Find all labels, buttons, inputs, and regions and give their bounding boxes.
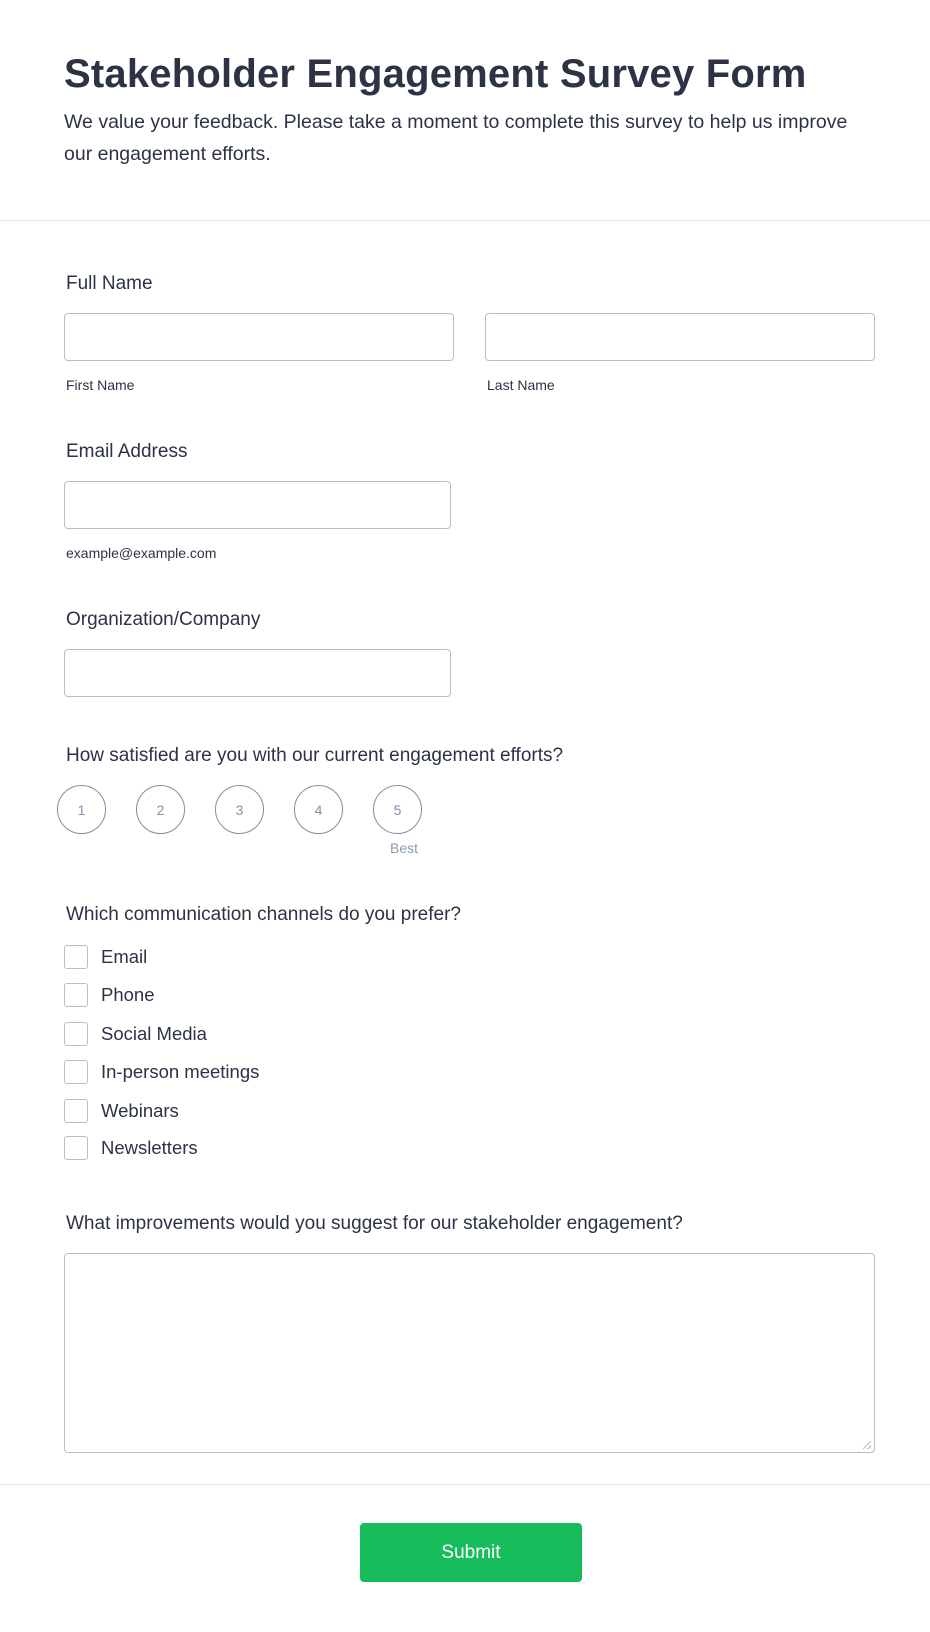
last-name-input[interactable] — [485, 313, 875, 361]
channel-option-email[interactable] — [64, 945, 147, 969]
page-subtitle: We value your feedback. Please take a moment to complete this survey to help us improve our engagement efforts. — [64, 111, 848, 165]
first-name-sublabel: First Name — [66, 377, 135, 393]
channels-question: Which communication channels do you prefer? — [66, 904, 461, 925]
checkbox-label: Phone — [101, 984, 155, 1005]
checkbox-label: In-person meetings — [101, 1061, 260, 1082]
rating-best-label: Best — [390, 840, 419, 856]
submit-button[interactable]: Submit — [360, 1523, 582, 1582]
email-input[interactable] — [64, 481, 451, 529]
channel-option-webinars[interactable] — [64, 1099, 179, 1123]
channel-option-newsletters[interactable] — [64, 1136, 198, 1160]
rating-option-4[interactable]: 4 — [294, 785, 343, 834]
checkbox-label: Social Media — [101, 1023, 207, 1044]
channel-option-phone[interactable] — [64, 983, 155, 1007]
header-divider — [0, 220, 930, 221]
checkbox[interactable] — [64, 983, 88, 1007]
resize-handle-icon[interactable] — [863, 1441, 871, 1449]
checkbox[interactable] — [64, 1136, 88, 1160]
last-name-sublabel: Last Name — [487, 377, 555, 393]
checkbox-label: Webinars — [101, 1100, 179, 1121]
email-hint: example@example.com — [66, 545, 217, 561]
channel-option-social-media[interactable] — [64, 1022, 207, 1046]
satisfaction-question: How satisfied are you with our current engagement efforts? — [66, 745, 564, 766]
footer-divider — [0, 1484, 930, 1485]
rating-option-2[interactable]: 2 — [136, 785, 185, 834]
channel-option-in-person[interactable] — [64, 1060, 259, 1084]
organization-label: Organization/Company — [66, 609, 261, 630]
first-name-input[interactable] — [64, 313, 454, 361]
checkbox[interactable] — [64, 945, 88, 969]
full-name-label: Full Name — [66, 273, 153, 294]
rating-option-1[interactable]: 1 — [57, 785, 106, 834]
checkbox[interactable] — [64, 1060, 88, 1084]
email-label: Email Address — [66, 441, 188, 462]
checkbox[interactable] — [64, 1022, 88, 1046]
checkbox-label: Newsletters — [101, 1137, 198, 1158]
checkbox[interactable] — [64, 1099, 88, 1123]
rating-option-3[interactable]: 3 — [215, 785, 264, 834]
checkbox-label: Email — [101, 946, 148, 967]
improvements-question: What improvements would you suggest for our stakeholder engagement? — [66, 1213, 683, 1234]
page-title: Stakeholder Engagement Survey Form — [64, 52, 807, 96]
improvements-textarea[interactable] — [64, 1253, 875, 1453]
organization-input[interactable] — [64, 649, 451, 697]
rating-option-5[interactable]: 5 — [373, 785, 422, 834]
